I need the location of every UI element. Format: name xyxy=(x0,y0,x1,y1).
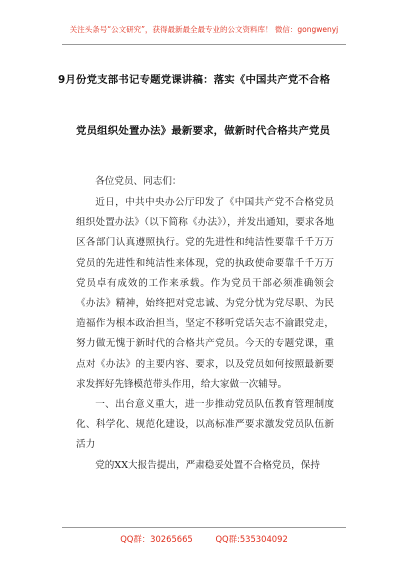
header-promo-note: 关注头条号“公文研究”，获得最新最全最专业的公文资料库！ 微信：gongwenyj xyxy=(69,25,339,34)
body-paragraph: 一、出台意义重大，进一步推动党员队伍教育管理制度化、科学化、规范化建设，以高标准严要求激发党员队伍新活力 xyxy=(76,399,334,451)
footer-divider xyxy=(62,527,346,528)
footer xyxy=(0,533,408,545)
footer-qq-group-1: QQ群：30265665 xyxy=(120,534,193,544)
document-title-line-1: 9月份党支部书记专题党课讲稿：落实《中国共产党不合格 xyxy=(58,74,331,86)
body-paragraph: 党的XX大报告提出，严肃稳妥处置不合格党员，保持 xyxy=(95,459,320,471)
salutation: 各位党员、同志们： xyxy=(95,176,182,187)
document-title-line-2: 党员组织处置办法》最新要求，做新时代合格共产党员 xyxy=(76,125,331,137)
header-divider xyxy=(62,44,346,45)
document-body xyxy=(76,193,334,476)
body-paragraph: 近日，中共中央办公厅印发了《中国共产党不合格党员组织处置办法》（以下简称《办法》），并发出通知，要求各地区各部门认真遵照执行。党的先进性和纯洁性要靠千千万万党员的先进性和纯洁性来体现，党的执政使命要靠千千万万党员卓有成效的工作来承载。作为党员干部必须准确领会《办法》精神，始终把对党忠诚、为党分忧为党尽职、为民造福作为根本政治担当，坚定不移听党话矢志不渝跟党走，努力做无愧于新时代的合格共产党员。今天的专题党课，重点对《办法》的主要内容、要求，以及党员如何按照最新要求发挥好先锋模范带头作用，给大家做一次辅导。 xyxy=(76,197,334,390)
footer-qq-group-2: QQ群:535304092 xyxy=(215,534,288,544)
